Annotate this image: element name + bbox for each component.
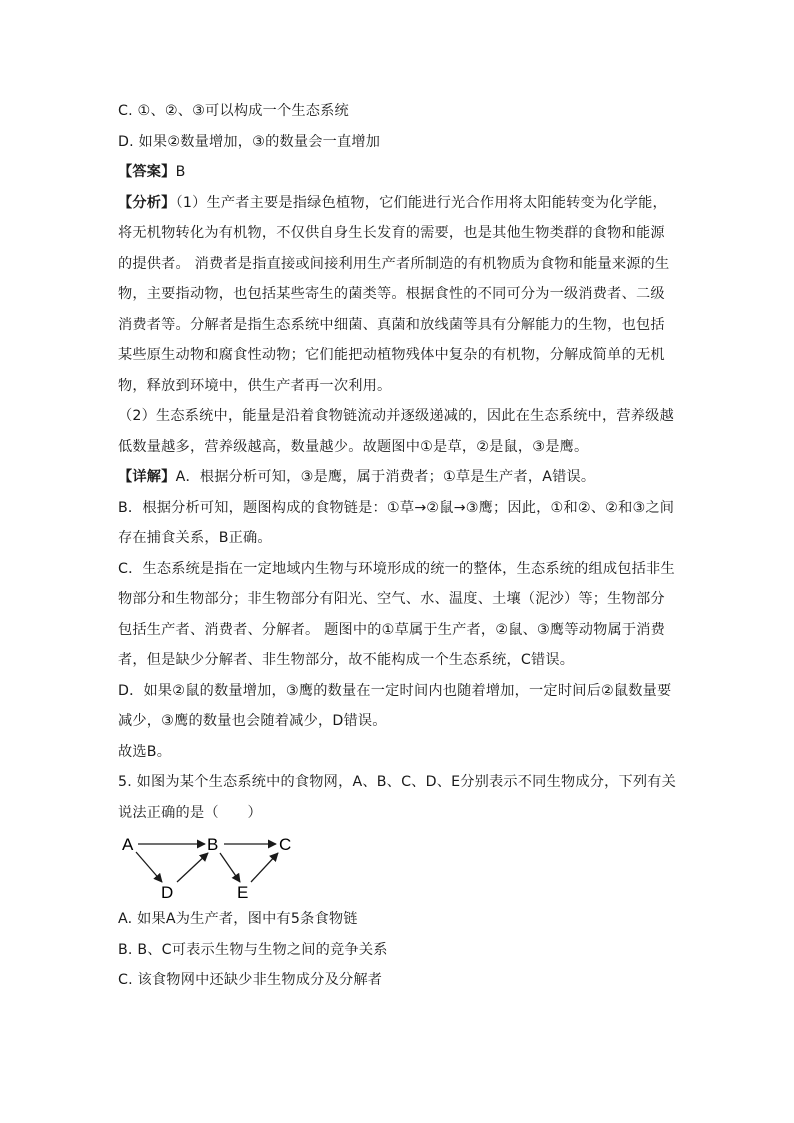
detail-a-text: A．根据分析可知，③是鹰，属于消费者；①草是生产者，A错误。 — [175, 469, 596, 485]
conclusion: 故选B。 — [118, 743, 172, 760]
node-b: B — [207, 835, 219, 854]
option-c-previous: C. ①、②、③可以构成一个生态系统 — [118, 103, 349, 119]
document-content — [118, 96, 678, 996]
detail-tag: 【详解】 — [118, 469, 176, 485]
food-web-svg — [118, 830, 318, 902]
detail-b: B．根据分析可知，题图构成的食物链是：①草→②鼠→③鹰；因此，①和②、②和③之间存在捕食关系，B正确。 — [118, 499, 675, 546]
answer-value: B — [175, 164, 186, 180]
answer-line — [118, 157, 678, 188]
node-c: C — [279, 835, 292, 854]
analysis-tag: 【分析】 — [118, 194, 176, 211]
arrow-e-to-c — [251, 853, 278, 882]
question-5-option-a: A. 如果A为生产者，图中有5条食物链 — [118, 911, 358, 927]
node-a: A — [122, 835, 134, 854]
answer-tag: 【答案】 — [118, 164, 176, 180]
analysis-paragraph-2: （2）生态系统中，能量是沿着食物链流动并逐级递减的，因此在生态系统中，营养级越低数量越多，营养级越高，数量越少。故题图中①是草，②是鼠，③是鹰。 — [118, 408, 674, 455]
arrow-a-to-d — [136, 852, 162, 882]
arrow-d-to-b — [177, 853, 208, 882]
question-5-option-c: C. 该食物网中还缺少非生物成分及分解者 — [118, 972, 383, 988]
detail-a — [118, 462, 678, 493]
option-d-previous: D. 如果②数量增加，③的数量会一直增加 — [118, 133, 381, 150]
question-5-stem: 5. 如图为某个生态系统中的食物网，A、B、C、D、E分别表示不同生物成分，下列有关说法正确的是（ ） — [118, 774, 677, 821]
analysis-text-1: （1）生产者主要是指绿色植物，它们能进行光合作用将太阳能转变为化学能，将无机物转化为有机物，不仅供自身生长发育的需要，也是其他生物类群的食物和能源的提供者。 消费者是指直接或间接利用生产者所制造的有机物质为食物和能量来源的生物，主要指动物，也包括某些寄生的菌类等。根据食性的不同可分为一级消费者、二级消费者等。分解者是指生态系统中细菌、真菌和放线菌等具有分解能力的生物，也包括某些原生动物和腐食性动物；它们能把动植物残体中复杂的有机物，分解成简单的无机物，释放到环境中，供生产者再一次利用。 — [118, 194, 670, 394]
question-5-option-b: B. B、C可表示生物与生物之间的竞争关系 — [118, 941, 388, 958]
node-d: D — [161, 883, 174, 902]
food-web-diagram — [118, 830, 678, 902]
detail-c: C．生态系统是指在一定地域内生物与环境形成的统一的整体，生态系统的组成包括非生物部分和生物部分；非生物部分有阳光、空气、水、温度、土壤（泥沙）等；生物部分包括生产者、消费者、分解者。 题图中的①草属于生产者，②鼠、③鹰等动物属于消费者，但是缺少分解者、非生物部分，故不能构成一个生态系统，C错误。 — [118, 560, 675, 668]
node-e: E — [237, 883, 249, 902]
analysis-paragraph-1 — [118, 188, 678, 402]
detail-d: D．如果②鼠的数量增加，③鹰的数量在一定时间内也随着增加，一定时间后②鼠数量要减少，③鹰的数量也会随着减少，D错误。 — [118, 682, 672, 729]
arrow-b-to-e — [220, 853, 240, 882]
